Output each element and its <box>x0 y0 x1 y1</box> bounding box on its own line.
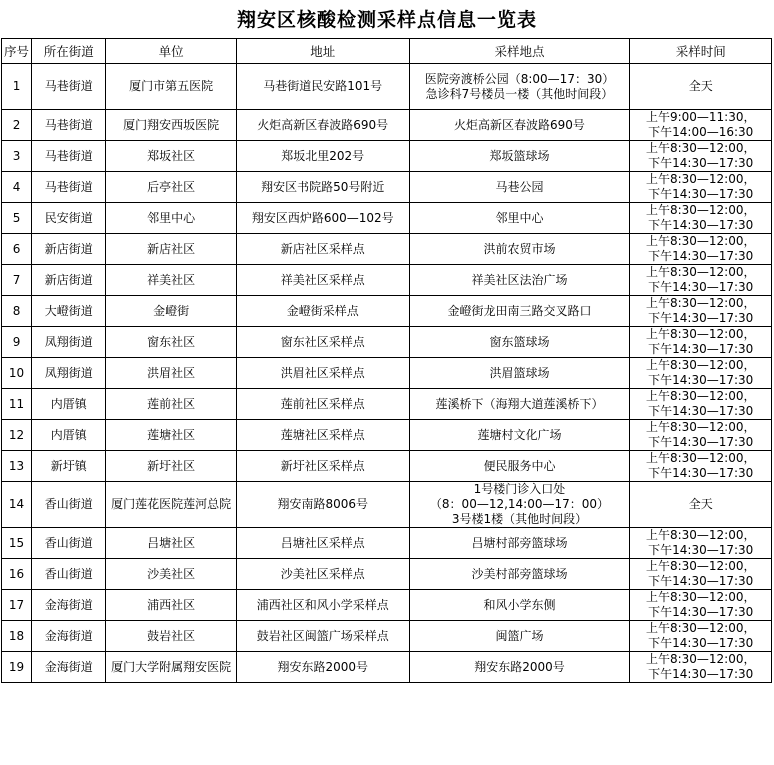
cell-address: 新圩社区采样点 <box>236 451 409 482</box>
cell-site-line: 洪前农贸市场 <box>483 241 556 256</box>
cell-street: 马巷街道 <box>32 141 106 172</box>
cell-no: 6 <box>2 234 32 265</box>
cell-time-line: 下午14:30—17:30 <box>648 543 754 557</box>
cell-time-line: 全天 <box>688 79 713 93</box>
table-row <box>2 141 772 172</box>
cell-time-line: 上午9:00—11:30， <box>645 110 756 124</box>
cell-time <box>630 141 772 172</box>
cell-street: 马巷街道 <box>32 64 106 110</box>
cell-no: 17 <box>2 590 32 621</box>
cell-unit: 新店社区 <box>106 234 237 265</box>
cell-address: 金嶝街采样点 <box>236 296 409 327</box>
cell-time-line: 上午8:30—12:00， <box>645 559 756 573</box>
cell-unit: 鼓岩社区 <box>106 621 237 652</box>
header-site: 采样地点 <box>409 39 630 64</box>
cell-no: 15 <box>2 528 32 559</box>
cell-time <box>630 64 772 110</box>
cell-time <box>630 327 772 358</box>
cell-time-line: 上午8:30—12:00， <box>645 172 756 186</box>
cell-time-line: 下午14:30—17:30 <box>648 667 754 681</box>
cell-site-line: 火炬高新区春波路690号 <box>454 117 585 132</box>
cell-time-line: 上午8:30—12:00， <box>645 451 756 465</box>
cell-time-line: 上午8:30—12:00， <box>645 621 756 635</box>
cell-time-line: 下午14:30—17:30 <box>648 156 754 170</box>
cell-street: 香山街道 <box>32 482 106 528</box>
cell-no: 12 <box>2 420 32 451</box>
cell-address: 火炬高新区春波路690号 <box>236 110 409 141</box>
cell-no: 8 <box>2 296 32 327</box>
cell-address: 莲塘社区采样点 <box>236 420 409 451</box>
cell-time <box>630 265 772 296</box>
cell-time-line: 下午14:30—17:30 <box>648 218 754 232</box>
cell-site <box>409 389 630 420</box>
cell-site <box>409 296 630 327</box>
cell-unit: 莲塘社区 <box>106 420 237 451</box>
cell-site-line: 医院旁渡桥公园（8:00—17：30） <box>424 71 615 86</box>
cell-site-line: 翔安东路2000号 <box>474 659 565 674</box>
cell-street: 新店街道 <box>32 234 106 265</box>
cell-street: 新圩镇 <box>32 451 106 482</box>
cell-site-line: 莲塘村文化广场 <box>477 427 562 442</box>
cell-no: 11 <box>2 389 32 420</box>
cell-unit: 厦门市第五医院 <box>106 64 237 110</box>
cell-street: 马巷街道 <box>32 110 106 141</box>
cell-time-line: 上午8:30—12:00， <box>645 234 756 248</box>
cell-time-line: 下午14:30—17:30 <box>648 574 754 588</box>
cell-street: 金海街道 <box>32 621 106 652</box>
cell-street: 内厝镇 <box>32 389 106 420</box>
cell-no: 19 <box>2 652 32 683</box>
cell-address: 窗东社区采样点 <box>236 327 409 358</box>
cell-site-line: 洪眉篮球场 <box>489 365 550 380</box>
cell-address: 新店社区采样点 <box>236 234 409 265</box>
cell-time-line: 上午8:30—12:00， <box>645 590 756 604</box>
cell-street: 新店街道 <box>32 265 106 296</box>
cell-street: 香山街道 <box>32 559 106 590</box>
table-row <box>2 528 772 559</box>
header-time: 采样时间 <box>630 39 772 64</box>
table-row <box>2 327 772 358</box>
header-address: 地址 <box>236 39 409 64</box>
cell-site <box>409 528 630 559</box>
cell-no: 2 <box>2 110 32 141</box>
page-title: 翔安区核酸检测采样点信息一览表 <box>236 9 537 31</box>
cell-time <box>630 172 772 203</box>
cell-time <box>630 451 772 482</box>
cell-time-line: 下午14:30—17:30 <box>648 280 754 294</box>
cell-time-line: 下午14:30—17:30 <box>648 636 754 650</box>
cell-unit: 厦门大学附属翔安医院 <box>106 652 237 683</box>
cell-time <box>630 234 772 265</box>
cell-unit: 后亭社区 <box>106 172 237 203</box>
cell-time-line: 上午8:30—12:00， <box>645 389 756 403</box>
cell-time-line: 上午8:30—12:00， <box>645 141 756 155</box>
cell-time <box>630 590 772 621</box>
cell-time <box>630 559 772 590</box>
cell-site-line: 闽篮广场 <box>495 628 544 643</box>
cell-time-line: 下午14:30—17:30 <box>648 311 754 325</box>
cell-address: 翔安区书院路50号附近 <box>236 172 409 203</box>
cell-site <box>409 327 630 358</box>
cell-street: 民安街道 <box>32 203 106 234</box>
cell-unit: 金嶝街 <box>106 296 237 327</box>
cell-no: 9 <box>2 327 32 358</box>
cell-time <box>630 528 772 559</box>
cell-address: 郑坂北里202号 <box>236 141 409 172</box>
cell-site-line: 莲溪桥下（海翔大道莲溪桥下） <box>435 396 604 411</box>
cell-site-line: 金嶝街龙田南三路交叉路口 <box>447 303 592 318</box>
cell-street: 马巷街道 <box>32 172 106 203</box>
cell-no: 4 <box>2 172 32 203</box>
cell-time-line: 上午8:30—12:00， <box>645 528 756 542</box>
cell-time-line: 上午8:30—12:00， <box>645 296 756 310</box>
table-row <box>2 110 772 141</box>
cell-address: 沙美社区采样点 <box>236 559 409 590</box>
table-row <box>2 234 772 265</box>
header-unit: 单位 <box>106 39 237 64</box>
cell-time-line: 上午8:30—12:00， <box>645 420 756 434</box>
cell-time-line: 下午14:30—17:30 <box>648 466 754 480</box>
cell-address: 翔安区西炉路600—102号 <box>236 203 409 234</box>
cell-time-line: 下午14:30—17:30 <box>648 605 754 619</box>
cell-site <box>409 64 630 110</box>
cell-no: 18 <box>2 621 32 652</box>
cell-unit: 吕塘社区 <box>106 528 237 559</box>
cell-no: 16 <box>2 559 32 590</box>
table-row <box>2 265 772 296</box>
cell-unit: 厦门莲花医院莲河总院 <box>106 482 237 528</box>
cell-site-line: 便民服务中心 <box>483 458 556 473</box>
table-row <box>2 358 772 389</box>
cell-time-line: 上午8:30—12:00， <box>645 358 756 372</box>
cell-time-line: 下午14:30—17:30 <box>648 435 754 449</box>
cell-time <box>630 389 772 420</box>
cell-site <box>409 559 630 590</box>
cell-site <box>409 451 630 482</box>
cell-site <box>409 141 630 172</box>
cell-street: 凤翔街道 <box>32 358 106 389</box>
cell-site <box>409 652 630 683</box>
cell-address: 翔安南路8006号 <box>236 482 409 528</box>
cell-time-line: 下午14:30—17:30 <box>648 373 754 387</box>
cell-time-line: 下午14:00—16:30 <box>648 125 754 139</box>
cell-site-line: 祥美社区法治广场 <box>471 272 568 287</box>
cell-street: 金海街道 <box>32 590 106 621</box>
cell-no: 7 <box>2 265 32 296</box>
cell-time <box>630 110 772 141</box>
cell-time-line: 下午14:30—17:30 <box>648 342 754 356</box>
cell-no: 5 <box>2 203 32 234</box>
cell-street: 香山街道 <box>32 528 106 559</box>
table-header-row <box>2 39 772 64</box>
cell-unit: 莲前社区 <box>106 389 237 420</box>
cell-address: 莲前社区采样点 <box>236 389 409 420</box>
cell-address: 祥美社区采样点 <box>236 265 409 296</box>
cell-site <box>409 203 630 234</box>
cell-no: 14 <box>2 482 32 528</box>
cell-unit: 新圩社区 <box>106 451 237 482</box>
cell-site-line: 郑坂篮球场 <box>489 148 550 163</box>
table-row <box>2 203 772 234</box>
cell-site-line: 吕塘村部旁篮球场 <box>471 535 568 550</box>
cell-street: 凤翔街道 <box>32 327 106 358</box>
cell-address: 洪眉社区采样点 <box>236 358 409 389</box>
table-row <box>2 652 772 683</box>
table-row <box>2 482 772 528</box>
table-row <box>2 172 772 203</box>
cell-site <box>409 265 630 296</box>
cell-time-line: 下午14:30—17:30 <box>648 249 754 263</box>
cell-site <box>409 234 630 265</box>
cell-site-line: 马巷公园 <box>495 179 544 194</box>
cell-time <box>630 652 772 683</box>
cell-unit: 邻里中心 <box>106 203 237 234</box>
table-row <box>2 389 772 420</box>
cell-no: 13 <box>2 451 32 482</box>
cell-unit: 祥美社区 <box>106 265 237 296</box>
cell-no: 3 <box>2 141 32 172</box>
sampling-sites-table <box>1 38 772 683</box>
cell-unit: 厦门翔安西坂医院 <box>106 110 237 141</box>
cell-site <box>409 172 630 203</box>
cell-site-line: 窗东篮球场 <box>489 334 550 349</box>
cell-address: 鼓岩社区闽篮广场采样点 <box>236 621 409 652</box>
cell-time-line: 上午8:30—12:00， <box>645 652 756 666</box>
cell-no: 1 <box>2 64 32 110</box>
cell-site-line: （8：00—12,14:00—17：00） <box>429 497 610 511</box>
table-body <box>2 64 772 683</box>
cell-site <box>409 358 630 389</box>
cell-time-line: 下午14:30—17:30 <box>648 404 754 418</box>
cell-unit: 洪眉社区 <box>106 358 237 389</box>
cell-time <box>630 420 772 451</box>
cell-unit: 浦西社区 <box>106 590 237 621</box>
cell-street: 内厝镇 <box>32 420 106 451</box>
table-row <box>2 590 772 621</box>
cell-site-line: 急诊科7号楼员一楼（其他时间段） <box>425 86 614 101</box>
cell-address: 浦西社区和风小学采样点 <box>236 590 409 621</box>
cell-site <box>409 420 630 451</box>
cell-site <box>409 482 630 528</box>
cell-time <box>630 482 772 528</box>
cell-time <box>630 358 772 389</box>
cell-time <box>630 296 772 327</box>
cell-site-line: 邻里中心 <box>495 210 544 225</box>
cell-site-line: 1号楼门诊入口处 <box>473 482 566 496</box>
table-row <box>2 64 772 110</box>
cell-time-line: 上午8:30—12:00， <box>645 203 756 217</box>
cell-address: 马巷街道民安路101号 <box>236 64 409 110</box>
table-row <box>2 451 772 482</box>
cell-street: 金海街道 <box>32 652 106 683</box>
table-row <box>2 559 772 590</box>
cell-street: 大嶝街道 <box>32 296 106 327</box>
cell-site-line: 和风小学东侧 <box>483 597 556 612</box>
table-row <box>2 420 772 451</box>
cell-unit: 沙美社区 <box>106 559 237 590</box>
cell-site <box>409 621 630 652</box>
cell-unit: 郑坂社区 <box>106 141 237 172</box>
table-row <box>2 621 772 652</box>
table-row <box>2 296 772 327</box>
cell-time-line: 上午8:30—12:00， <box>645 265 756 279</box>
cell-time <box>630 203 772 234</box>
cell-address: 吕塘社区采样点 <box>236 528 409 559</box>
header-street: 所在街道 <box>32 39 106 64</box>
cell-site <box>409 590 630 621</box>
header-no: 序号 <box>2 39 32 64</box>
cell-site-line: 3号楼1楼（其他时间段） <box>451 512 588 526</box>
cell-time <box>630 621 772 652</box>
cell-site <box>409 110 630 141</box>
cell-time-line: 下午14:30—17:30 <box>648 187 754 201</box>
cell-unit: 窗东社区 <box>106 327 237 358</box>
cell-time-line: 全天 <box>688 497 713 511</box>
cell-time-line: 上午8:30—12:00， <box>645 327 756 341</box>
cell-site-line: 沙美村部旁篮球场 <box>471 566 568 581</box>
cell-address: 翔安东路2000号 <box>236 652 409 683</box>
cell-no: 10 <box>2 358 32 389</box>
